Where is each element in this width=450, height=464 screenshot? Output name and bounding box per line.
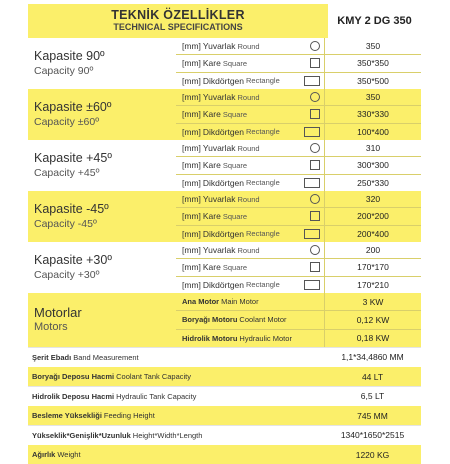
spec-row — [176, 156, 421, 173]
square-icon — [310, 109, 320, 119]
general-spec-name — [28, 426, 324, 445]
capacity-label — [28, 38, 176, 89]
capacity-rows — [176, 89, 421, 140]
spec-name-turkish: Yükseklik*Genişlik*Uzunluk — [32, 431, 131, 440]
general-spec-name — [28, 387, 324, 406]
circle-icon — [310, 41, 320, 51]
spec-value: 200 — [324, 242, 421, 258]
capacity-label — [28, 191, 176, 242]
capacity-title: Kapasite +45º — [34, 151, 176, 167]
spec-name-english: Height*Width*Length — [133, 431, 203, 440]
spec-row-name — [176, 76, 324, 86]
capacity-subtitle: Capacity 90º — [34, 65, 176, 78]
general-spec-value: 745 MM — [324, 407, 421, 426]
unit-label: [mm] — [182, 76, 201, 86]
model-name: KMY 2 DG 350 — [328, 4, 421, 38]
spec-sheet — [28, 4, 421, 464]
name-turkish: Dikdörtgen — [203, 178, 244, 188]
name-english: Round — [238, 144, 260, 153]
unit-label: [mm] — [182, 229, 201, 239]
motors-title: Motorlar — [34, 305, 176, 321]
rectangle-icon — [304, 178, 320, 188]
name-turkish: Dikdörtgen — [203, 127, 244, 137]
motor-value: 0,12 KW — [324, 311, 421, 328]
motor-rows — [176, 293, 421, 347]
spec-value: 350 — [324, 38, 421, 54]
spec-value: 170*170 — [324, 259, 421, 275]
name-turkish: Dikdörtgen — [203, 76, 244, 86]
general-spec-row — [28, 347, 421, 367]
name-english: Square — [223, 110, 247, 119]
motor-value: 3 KW — [324, 293, 421, 310]
name-english: Square — [223, 212, 247, 221]
general-spec-row — [28, 406, 421, 426]
motors-group — [28, 293, 421, 347]
name-turkish: Kare — [203, 58, 221, 68]
spec-row — [176, 225, 421, 242]
spec-name-turkish: Şerit Ebadı — [32, 353, 71, 362]
motor-name-turkish: Hidrolik Motoru — [182, 334, 237, 343]
capacity-title: Kapasite 90º — [34, 49, 176, 65]
capacity-subtitle: Capacity -45º — [34, 218, 176, 231]
name-turkish: Kare — [203, 109, 221, 119]
header-subtitle: TECHNICAL SPECIFICATIONS — [113, 23, 242, 33]
spec-row — [176, 207, 421, 224]
capacity-subtitle: Capacity +45º — [34, 167, 176, 180]
unit-label: [mm] — [182, 178, 201, 188]
spec-name-turkish: Ağırlık — [32, 450, 55, 459]
circle-icon — [310, 245, 320, 255]
unit-label: [mm] — [182, 245, 201, 255]
capacity-groups — [28, 38, 421, 293]
spec-row — [176, 54, 421, 71]
unit-label: [mm] — [182, 92, 201, 102]
circle-icon — [310, 143, 320, 153]
general-spec-value: 1340*1650*2515 — [324, 426, 421, 445]
general-spec-row — [28, 425, 421, 445]
spec-header — [28, 4, 421, 38]
capacity-group — [28, 191, 421, 242]
general-spec-row — [28, 386, 421, 406]
general-spec-value: 1220 KG — [324, 446, 421, 464]
motors-label — [28, 293, 176, 347]
spec-row — [176, 123, 421, 140]
capacity-title: Kapasite -45º — [34, 202, 176, 218]
name-english: Round — [238, 93, 260, 102]
name-turkish: Dikdörtgen — [203, 280, 244, 290]
motor-row — [176, 329, 421, 347]
spec-row-name — [176, 58, 324, 68]
motor-value: 0,18 KW — [324, 330, 421, 347]
name-english: Square — [223, 161, 247, 170]
spec-row-name — [176, 143, 324, 153]
unit-label: [mm] — [182, 143, 201, 153]
name-turkish: Dikdörtgen — [203, 229, 244, 239]
spec-row — [176, 105, 421, 122]
name-english: Rectangle — [246, 178, 280, 187]
spec-row — [176, 38, 421, 54]
spec-value: 170*210 — [324, 277, 421, 293]
square-icon — [310, 58, 320, 68]
name-english: Rectangle — [246, 229, 280, 238]
unit-label: [mm] — [182, 127, 201, 137]
rectangle-icon — [304, 76, 320, 86]
general-spec-value: 1,1*34,4860 MM — [324, 348, 421, 367]
motor-row-name — [176, 297, 324, 306]
general-specs — [28, 347, 421, 464]
name-turkish: Yuvarlak — [203, 143, 236, 153]
name-turkish: Yuvarlak — [203, 194, 236, 204]
capacity-rows — [176, 140, 421, 191]
spec-name-english: Weight — [57, 450, 80, 459]
capacity-rows — [176, 38, 421, 89]
motor-name-english: Coolant Motor — [239, 315, 286, 324]
capacity-group — [28, 89, 421, 140]
spec-name-english: Feeding Height — [104, 411, 155, 420]
general-spec-name — [28, 407, 324, 426]
rectangle-icon — [304, 229, 320, 239]
spec-name-english: Hydraulic Tank Capacity — [116, 392, 196, 401]
capacity-label — [28, 89, 176, 140]
rectangle-icon — [304, 127, 320, 137]
capacity-group — [28, 242, 421, 293]
general-spec-name — [28, 368, 324, 387]
unit-label: [mm] — [182, 41, 201, 51]
spec-row-name — [176, 109, 324, 119]
capacity-subtitle: Capacity +30º — [34, 269, 176, 282]
motor-name-turkish: Boryağı Motoru — [182, 315, 237, 324]
rectangle-icon — [304, 280, 320, 290]
capacity-rows — [176, 191, 421, 242]
square-icon — [310, 211, 320, 221]
spec-value: 350 — [324, 89, 421, 105]
motor-row-name — [176, 334, 324, 343]
spec-value: 320 — [324, 191, 421, 207]
spec-value: 300*300 — [324, 157, 421, 173]
spec-name-turkish: Hidrolik Deposu Hacmi — [32, 392, 114, 401]
name-english: Square — [223, 59, 247, 68]
name-english: Rectangle — [246, 76, 280, 85]
name-turkish: Kare — [203, 262, 221, 272]
unit-label: [mm] — [182, 58, 201, 68]
spec-value: 350*350 — [324, 55, 421, 71]
spec-value: 100*400 — [324, 124, 421, 140]
spec-value: 310 — [324, 140, 421, 156]
spec-row-name — [176, 92, 324, 102]
name-turkish: Yuvarlak — [203, 41, 236, 51]
spec-name-turkish: Boryağı Deposu Hacmi — [32, 372, 114, 381]
square-icon — [310, 160, 320, 170]
name-turkish: Yuvarlak — [203, 92, 236, 102]
name-english: Round — [238, 42, 260, 51]
unit-label: [mm] — [182, 194, 201, 204]
general-spec-row — [28, 445, 421, 464]
name-english: Rectangle — [246, 280, 280, 289]
spec-row — [176, 258, 421, 275]
spec-name-english: Coolant Tank Capacity — [116, 372, 191, 381]
spec-value: 200*400 — [324, 226, 421, 242]
capacity-title: Kapasite +30º — [34, 253, 176, 269]
general-spec-name — [28, 348, 324, 367]
spec-value: 350*500 — [324, 73, 421, 89]
capacity-group — [28, 38, 421, 89]
name-english: Rectangle — [246, 127, 280, 136]
spec-row-name — [176, 211, 324, 221]
spec-value: 200*200 — [324, 208, 421, 224]
spec-row — [176, 174, 421, 191]
name-turkish: Kare — [203, 211, 221, 221]
unit-label: [mm] — [182, 211, 201, 221]
spec-row-name — [176, 280, 324, 290]
spec-value: 330*330 — [324, 106, 421, 122]
spec-row — [176, 89, 421, 105]
spec-row-name — [176, 262, 324, 272]
spec-row-name — [176, 245, 324, 255]
general-spec-row — [28, 367, 421, 387]
spec-name-turkish: Besleme Yüksekliği — [32, 411, 102, 420]
spec-row-name — [176, 194, 324, 204]
circle-icon — [310, 194, 320, 204]
header-title: TEKNİK ÖZELLİKLER — [111, 9, 245, 23]
capacity-label — [28, 140, 176, 191]
motor-row — [176, 293, 421, 310]
name-turkish: Kare — [203, 160, 221, 170]
spec-row-name — [176, 160, 324, 170]
general-spec-name — [28, 446, 324, 464]
unit-label: [mm] — [182, 280, 201, 290]
spec-row — [176, 276, 421, 293]
name-english: Round — [238, 195, 260, 204]
unit-label: [mm] — [182, 160, 201, 170]
unit-label: [mm] — [182, 262, 201, 272]
spec-row-name — [176, 229, 324, 239]
name-english: Square — [223, 263, 247, 272]
capacity-rows — [176, 242, 421, 293]
square-icon — [310, 262, 320, 272]
motors-subtitle: Motors — [34, 321, 176, 335]
spec-row — [176, 140, 421, 156]
unit-label: [mm] — [182, 109, 201, 119]
general-spec-value: 44 LT — [324, 368, 421, 387]
capacity-title: Kapasite ±60º — [34, 100, 176, 116]
spec-row — [176, 242, 421, 258]
spec-row — [176, 72, 421, 89]
motor-name-english: Main Motor — [221, 297, 259, 306]
spec-row-name — [176, 41, 324, 51]
spec-value: 250*330 — [324, 175, 421, 191]
general-spec-value: 6,5 LT — [324, 387, 421, 406]
motor-name-turkish: Ana Motor — [182, 297, 219, 306]
capacity-subtitle: Capacity ±60º — [34, 116, 176, 129]
capacity-group — [28, 140, 421, 191]
spec-name-english: Band Measurement — [73, 353, 138, 362]
circle-icon — [310, 92, 320, 102]
motor-row — [176, 310, 421, 328]
header-title-block — [28, 4, 328, 38]
motor-name-english: Hydraulic Motor — [239, 334, 292, 343]
motor-row-name — [176, 315, 324, 324]
capacity-label — [28, 242, 176, 293]
spec-row-name — [176, 127, 324, 137]
name-english: Round — [238, 246, 260, 255]
spec-row — [176, 191, 421, 207]
name-turkish: Yuvarlak — [203, 245, 236, 255]
spec-row-name — [176, 178, 324, 188]
